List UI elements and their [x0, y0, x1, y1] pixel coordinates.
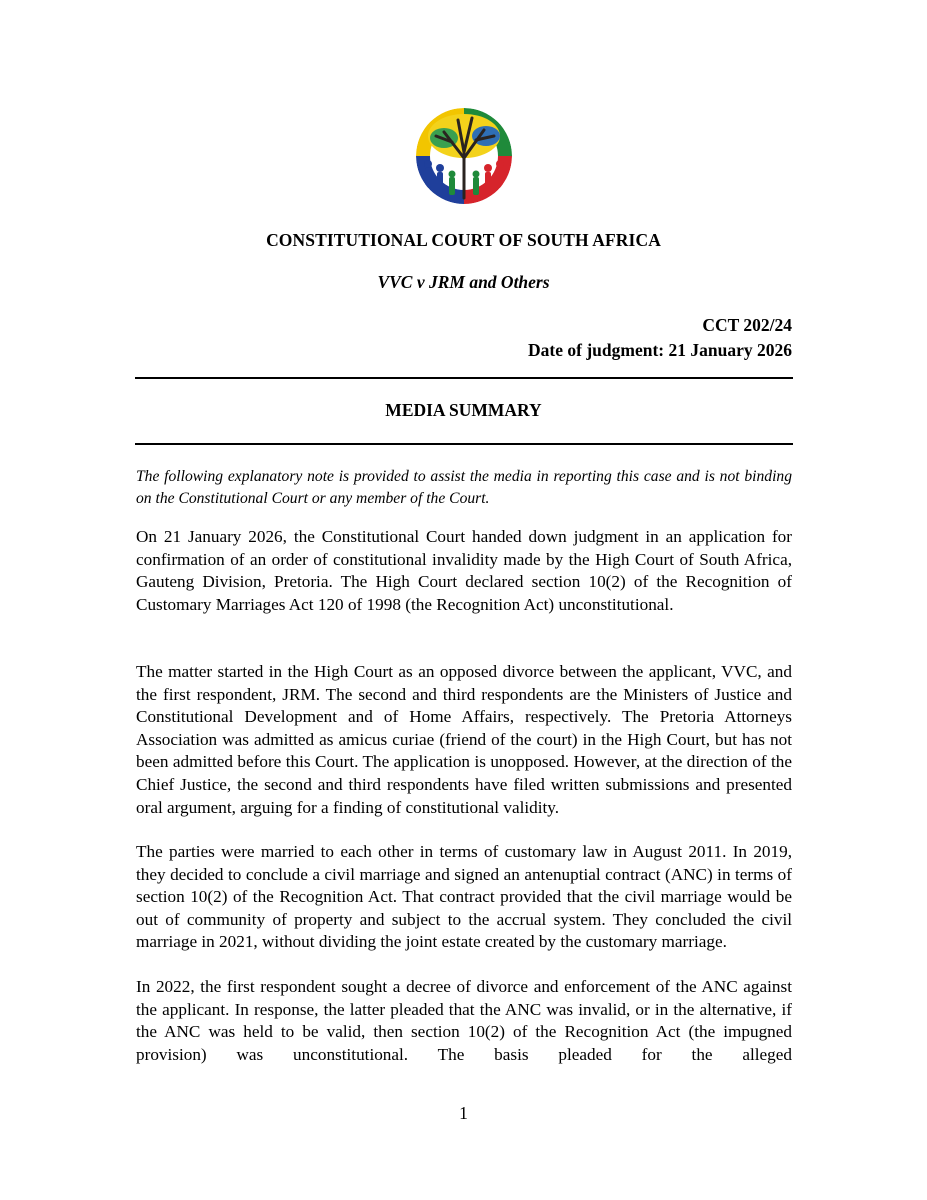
explanatory-note: The following explanatory note is provided to assist the media in reporting this case and is not binding on the Constitutional Court or any member of the Court. [136, 468, 792, 507]
page-number: 1 [459, 1103, 468, 1123]
court-logo-icon [414, 106, 514, 206]
top-divider [135, 377, 793, 379]
body-paragraph-1: On 21 January 2026, the Constitutional Court handed down judgment in an application for confirmation of an order of constitutional invalidity made by the High Court of South Africa, Gauteng Division, Pretoria. The High Court declared section 10(2) of the Recognition of Customary Marriages Act 120 of 1998 (the Recognition Act) unconstitutional. [136, 527, 792, 614]
bottom-divider [135, 443, 793, 445]
case-number: CCT 202/24 [702, 315, 792, 335]
case-metadata [528, 313, 792, 363]
body-paragraph-2: The matter started in the High Court as an opposed divorce between the applicant, VVC, and the first respondent, JRM. The second and third respondents are the Ministers of Justice and Constitutional Development and of Home Affairs, respectively. The Pretoria Attorneys Association was admitted as amicus curiae (friend of the court) in the High Court, but has not been admitted before this Court. The application is unopposed. However, at the direction of the Chief Justice, the second and third respondents have filed written submissions and presented oral argument, arguing for a finding of constitutional validity. [136, 662, 792, 817]
case-name: VVC v JRM and Others [377, 272, 550, 292]
court-title: CONSTITUTIONAL COURT OF SOUTH AFRICA [266, 230, 661, 250]
body-paragraph-3: The parties were married to each other in terms of customary law in August 2011. In 2019, they decided to conclude a civil marriage and signed an antenuptial contract (ANC) in terms of section 10(2) of the Recognition Act. That contract provided that the civil marriage would be out of community of property and subject to the accrual system. They concluded the civil marriage in 2021, without dividing the joint estate created by the customary marriage. [136, 842, 792, 952]
judgment-date: Date of judgment: 21 January 2026 [528, 340, 792, 360]
body-paragraph-4: In 2022, the first respondent sought a decree of divorce and enforcement of the ANC against the applicant. In response, the latter pleaded that the ANC was invalid, or in the alternative, if the ANC was held to be valid, then section 10(2) of the Recognition Act (the impugned provision) was unconstitutional. The basis pleaded for the alleged [136, 977, 792, 1064]
summary-heading: MEDIA SUMMARY [385, 400, 542, 420]
